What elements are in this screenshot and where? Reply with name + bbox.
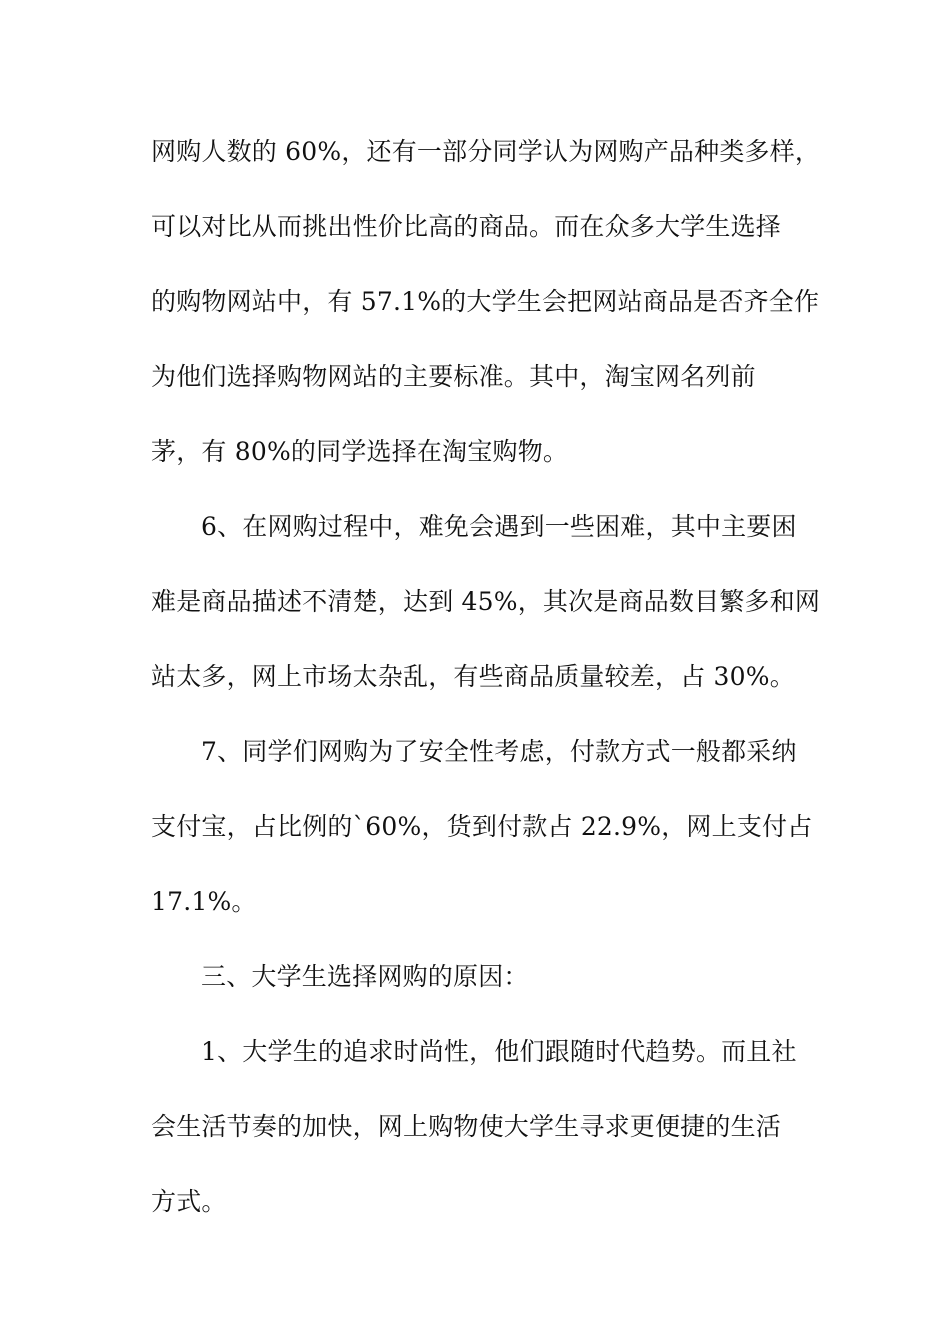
paragraph-line: 可以对比从而挑出性价比高的商品。而在众多大学生选择 [151,212,782,241]
paragraph-line: 会生活节奏的加快，网上购物使大学生寻求更便捷的生活 [151,1112,782,1141]
paragraph-line: 网购人数的 60%，还有一部分同学认为网购产品种类多样， [151,137,821,166]
paragraph-line: 7、同学们网购为了安全性考虑，付款方式一般都采纳 [201,737,797,766]
paragraph-line: 为他们选择购物网站的主要标准。其中，淘宝网名列前 [151,362,756,391]
paragraph-line: 茅，有 80%的同学选择在淘宝购物。 [151,437,569,466]
paragraph-line: 方式。 [151,1187,227,1216]
paragraph-line: 支付宝，占比例的`60%，货到付款占 22.9%，网上支付占 [151,812,813,841]
paragraph-line: 17.1%。 [151,887,257,916]
paragraph-line: 6、在网购过程中，难免会遇到一些困难，其中主要困 [201,512,797,541]
paragraph-line: 站太多，网上市场太杂乱，有些商品质量较差，占 30%。 [151,662,795,691]
paragraph-line: 1、大学生的追求时尚性，他们跟随时代趋势。而且社 [201,1037,797,1066]
section-heading: 三、大学生选择网购的原因： [201,962,529,991]
paragraph-line: 的购物网站中，有 57.1%的大学生会把网站商品是否齐全作 [151,287,820,316]
paragraph-line: 难是商品描述不清楚，达到 45%，其次是商品数目繁多和网 [151,587,821,616]
